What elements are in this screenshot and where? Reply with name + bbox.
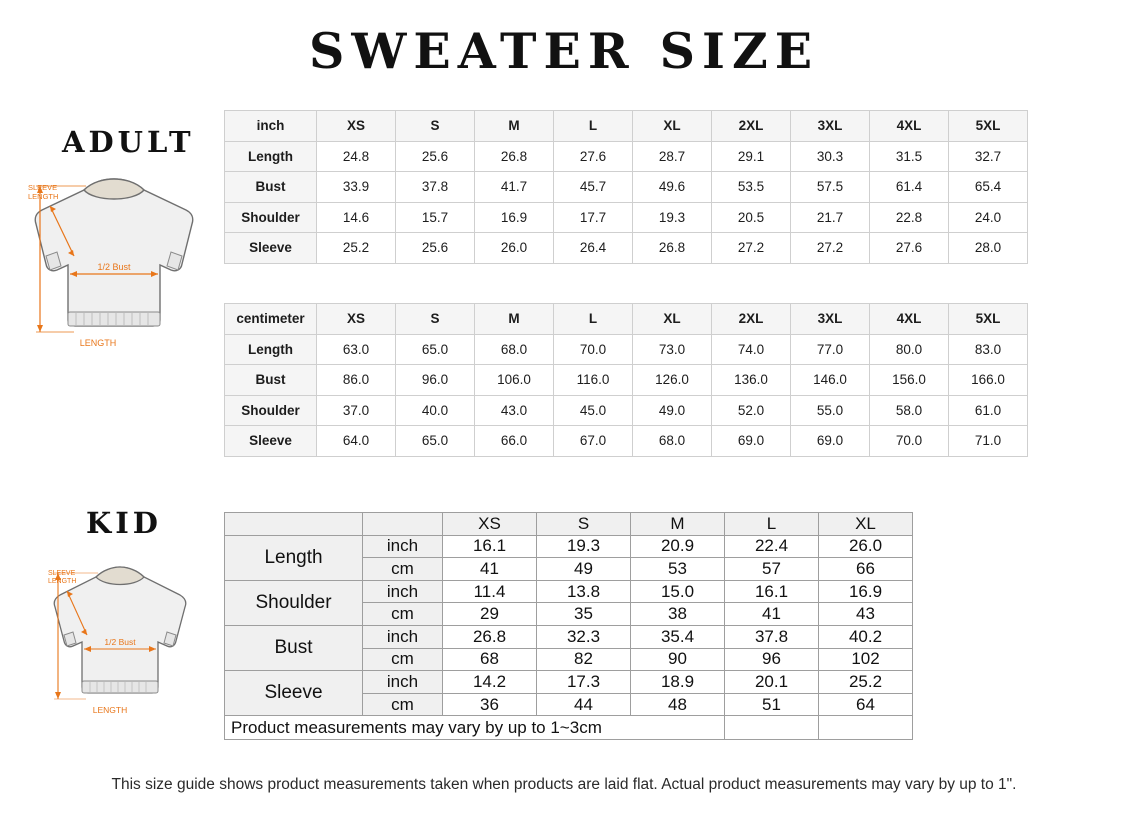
kid-table-note: Product measurements may vary by up to 1~3cm — [225, 716, 725, 740]
cell: 26.8 — [633, 233, 712, 264]
row-label-shoulder: Shoulder — [225, 580, 363, 625]
cell: 28.7 — [633, 141, 712, 172]
size-header-xl: XL — [633, 111, 712, 142]
cell: 53 — [631, 558, 725, 581]
size-header-s: S — [537, 513, 631, 536]
cell: 51 — [725, 693, 819, 716]
row-label-shoulder: Shoulder — [225, 202, 317, 233]
illus-length: LENGTH — [92, 705, 128, 715]
row-label-length: Length — [225, 535, 363, 580]
cell: 43.0 — [475, 395, 554, 426]
cell: 11.4 — [443, 580, 537, 603]
size-header-3xl: 3XL — [791, 304, 870, 335]
cell: 17.7 — [554, 202, 633, 233]
corner-cell — [225, 513, 363, 536]
cell: 49.6 — [633, 172, 712, 203]
cell: 25.2 — [819, 671, 913, 694]
size-header-m: M — [475, 111, 554, 142]
cell: 13.8 — [537, 580, 631, 603]
unit-inch: inch — [363, 671, 443, 694]
cell: 22.4 — [725, 535, 819, 558]
cell: 65.0 — [396, 334, 475, 365]
cell: 33.9 — [317, 172, 396, 203]
cell: 80.0 — [870, 334, 949, 365]
cell: 61.4 — [870, 172, 949, 203]
size-header-xs: XS — [443, 513, 537, 536]
cell: 70.0 — [554, 334, 633, 365]
cell: 41 — [725, 603, 819, 626]
size-header-s: S — [396, 111, 475, 142]
table-header-row — [225, 111, 1028, 142]
cell: 35.4 — [631, 625, 725, 648]
table-row-note — [225, 716, 913, 740]
cell: 24.8 — [317, 141, 396, 172]
cell: 83.0 — [949, 334, 1028, 365]
unit-header-cell: inch — [225, 111, 317, 142]
size-header-s: S — [396, 304, 475, 335]
cell: 57 — [725, 558, 819, 581]
cell: 27.2 — [791, 233, 870, 264]
unit-header-cell: centimeter — [225, 304, 317, 335]
page-title: SWEATER SIZE — [308, 22, 820, 80]
row-label-sleeve: Sleeve — [225, 233, 317, 264]
size-header-3xl: 3XL — [791, 111, 870, 142]
cell: 106.0 — [475, 365, 554, 396]
cell: 29.1 — [712, 141, 791, 172]
size-header-4xl: 4XL — [870, 304, 949, 335]
table-row — [225, 365, 1028, 396]
cell: 48 — [631, 693, 725, 716]
cell: 31.5 — [870, 141, 949, 172]
row-label-bust: Bust — [225, 172, 317, 203]
cell: 45.0 — [554, 395, 633, 426]
cell: 19.3 — [537, 535, 631, 558]
table-row — [225, 202, 1028, 233]
cell: 20.1 — [725, 671, 819, 694]
cell: 16.9 — [475, 202, 554, 233]
size-header-l: L — [725, 513, 819, 536]
size-header-l: L — [554, 111, 633, 142]
cell: 41.7 — [475, 172, 554, 203]
illus-half-bust: 1/2 Bust — [97, 262, 131, 272]
cell: 67.0 — [554, 426, 633, 457]
cell: 35 — [537, 603, 631, 626]
cell: 70.0 — [870, 426, 949, 457]
cell: 21.7 — [791, 202, 870, 233]
illus-half-bust: 1/2 Bust — [104, 637, 136, 647]
cell: 69.0 — [712, 426, 791, 457]
section-heading-adult: ADULT — [62, 125, 195, 159]
table-header-row — [225, 304, 1028, 335]
cell: 86.0 — [317, 365, 396, 396]
cell: 22.8 — [870, 202, 949, 233]
cell: 37.8 — [725, 625, 819, 648]
cell: 96 — [725, 648, 819, 671]
table-row — [225, 233, 1028, 264]
cell: 36 — [443, 693, 537, 716]
row-label-length: Length — [225, 141, 317, 172]
cell: 65.0 — [396, 426, 475, 457]
cell: 32.7 — [949, 141, 1028, 172]
row-label-sleeve: Sleeve — [225, 671, 363, 716]
cell: 66.0 — [475, 426, 554, 457]
cell: 45.7 — [554, 172, 633, 203]
cell: 17.3 — [537, 671, 631, 694]
cell: 15.7 — [396, 202, 475, 233]
cell: 64.0 — [317, 426, 396, 457]
unit-inch: inch — [363, 625, 443, 648]
cell: 25.6 — [396, 233, 475, 264]
unit-column-header — [363, 513, 443, 536]
table-header-row — [225, 513, 913, 536]
cell: 74.0 — [712, 334, 791, 365]
row-label-sleeve: Sleeve — [225, 426, 317, 457]
cell: 20.5 — [712, 202, 791, 233]
footer-disclaimer: This size guide shows product measurements taken when products are laid flat. Actual product measurements may vary by up to 1". — [111, 776, 1017, 793]
cell: 38 — [631, 603, 725, 626]
cell: 40.2 — [819, 625, 913, 648]
cell: 41 — [443, 558, 537, 581]
cell: 20.9 — [631, 535, 725, 558]
cell: 58.0 — [870, 395, 949, 426]
cell: 43 — [819, 603, 913, 626]
cell: 66 — [819, 558, 913, 581]
size-header-xl: XL — [819, 513, 913, 536]
cell-empty — [725, 716, 819, 740]
cell: 49.0 — [633, 395, 712, 426]
cell: 37.8 — [396, 172, 475, 203]
cell: 37.0 — [317, 395, 396, 426]
cell: 55.0 — [791, 395, 870, 426]
illus-sleeve-length-line1: SLEEVE LENGTH — [48, 570, 77, 585]
table-row — [225, 172, 1028, 203]
cell: 49 — [537, 558, 631, 581]
cell: 116.0 — [554, 365, 633, 396]
row-label-length: Length — [225, 334, 317, 365]
cell-empty — [819, 716, 913, 740]
size-header-5xl: 5XL — [949, 111, 1028, 142]
section-heading-kid: KID — [86, 506, 162, 540]
cell: 166.0 — [949, 365, 1028, 396]
cell: 102 — [819, 648, 913, 671]
cell: 25.6 — [396, 141, 475, 172]
illus-length: LENGTH — [79, 338, 117, 348]
unit-cm: cm — [363, 603, 443, 626]
size-header-xs: XS — [317, 111, 396, 142]
cell: 68.0 — [475, 334, 554, 365]
cell: 16.9 — [819, 580, 913, 603]
cell: 126.0 — [633, 365, 712, 396]
cell: 53.5 — [712, 172, 791, 203]
table-row — [225, 141, 1028, 172]
size-header-xs: XS — [317, 304, 396, 335]
row-label-bust: Bust — [225, 365, 317, 396]
size-header-2xl: 2XL — [712, 304, 791, 335]
cell: 27.6 — [870, 233, 949, 264]
cell: 96.0 — [396, 365, 475, 396]
cell: 28.0 — [949, 233, 1028, 264]
cell: 26.0 — [475, 233, 554, 264]
unit-inch: inch — [363, 535, 443, 558]
size-header-m: M — [631, 513, 725, 536]
size-header-l: L — [554, 304, 633, 335]
cell: 52.0 — [712, 395, 791, 426]
cell: 14.6 — [317, 202, 396, 233]
cell: 44 — [537, 693, 631, 716]
cell: 16.1 — [725, 580, 819, 603]
table-row — [225, 580, 913, 603]
size-header-5xl: 5XL — [949, 304, 1028, 335]
cell: 57.5 — [791, 172, 870, 203]
table-row — [225, 426, 1028, 457]
cell: 27.2 — [712, 233, 791, 264]
cell: 30.3 — [791, 141, 870, 172]
cell: 64 — [819, 693, 913, 716]
cell: 25.2 — [317, 233, 396, 264]
kid-size-table — [224, 512, 913, 740]
cell: 73.0 — [633, 334, 712, 365]
kid-sweater-illustration — [34, 545, 204, 725]
cell: 136.0 — [712, 365, 791, 396]
unit-cm: cm — [363, 558, 443, 581]
adult-sweater-illustration — [14, 160, 214, 370]
cell: 69.0 — [791, 426, 870, 457]
cell: 19.3 — [633, 202, 712, 233]
cell: 77.0 — [791, 334, 870, 365]
adult-inch-size-table — [224, 110, 1028, 264]
cell: 32.3 — [537, 625, 631, 648]
size-header-2xl: 2XL — [712, 111, 791, 142]
cell: 61.0 — [949, 395, 1028, 426]
table-row — [225, 535, 913, 558]
cell: 15.0 — [631, 580, 725, 603]
cell: 26.8 — [443, 625, 537, 648]
cell: 27.6 — [554, 141, 633, 172]
unit-cm: cm — [363, 693, 443, 716]
cell: 26.8 — [475, 141, 554, 172]
row-label-shoulder: Shoulder — [225, 395, 317, 426]
cell: 16.1 — [443, 535, 537, 558]
cell: 156.0 — [870, 365, 949, 396]
table-row — [225, 625, 913, 648]
table-row — [225, 334, 1028, 365]
cell: 68.0 — [633, 426, 712, 457]
cell: 146.0 — [791, 365, 870, 396]
size-header-4xl: 4XL — [870, 111, 949, 142]
table-row — [225, 395, 1028, 426]
adult-centimeter-size-table — [224, 303, 1028, 457]
cell: 14.2 — [443, 671, 537, 694]
illus-sleeve-length-line1: SLEEVE LENGTH — [28, 183, 59, 201]
cell: 40.0 — [396, 395, 475, 426]
size-header-xl: XL — [633, 304, 712, 335]
cell: 18.9 — [631, 671, 725, 694]
cell: 71.0 — [949, 426, 1028, 457]
row-label-bust: Bust — [225, 625, 363, 670]
cell: 68 — [443, 648, 537, 671]
cell: 29 — [443, 603, 537, 626]
unit-cm: cm — [363, 648, 443, 671]
cell: 65.4 — [949, 172, 1028, 203]
table-row — [225, 671, 913, 694]
size-header-m: M — [475, 304, 554, 335]
cell: 90 — [631, 648, 725, 671]
cell: 82 — [537, 648, 631, 671]
cell: 63.0 — [317, 334, 396, 365]
cell: 24.0 — [949, 202, 1028, 233]
unit-inch: inch — [363, 580, 443, 603]
cell: 26.0 — [819, 535, 913, 558]
cell: 26.4 — [554, 233, 633, 264]
